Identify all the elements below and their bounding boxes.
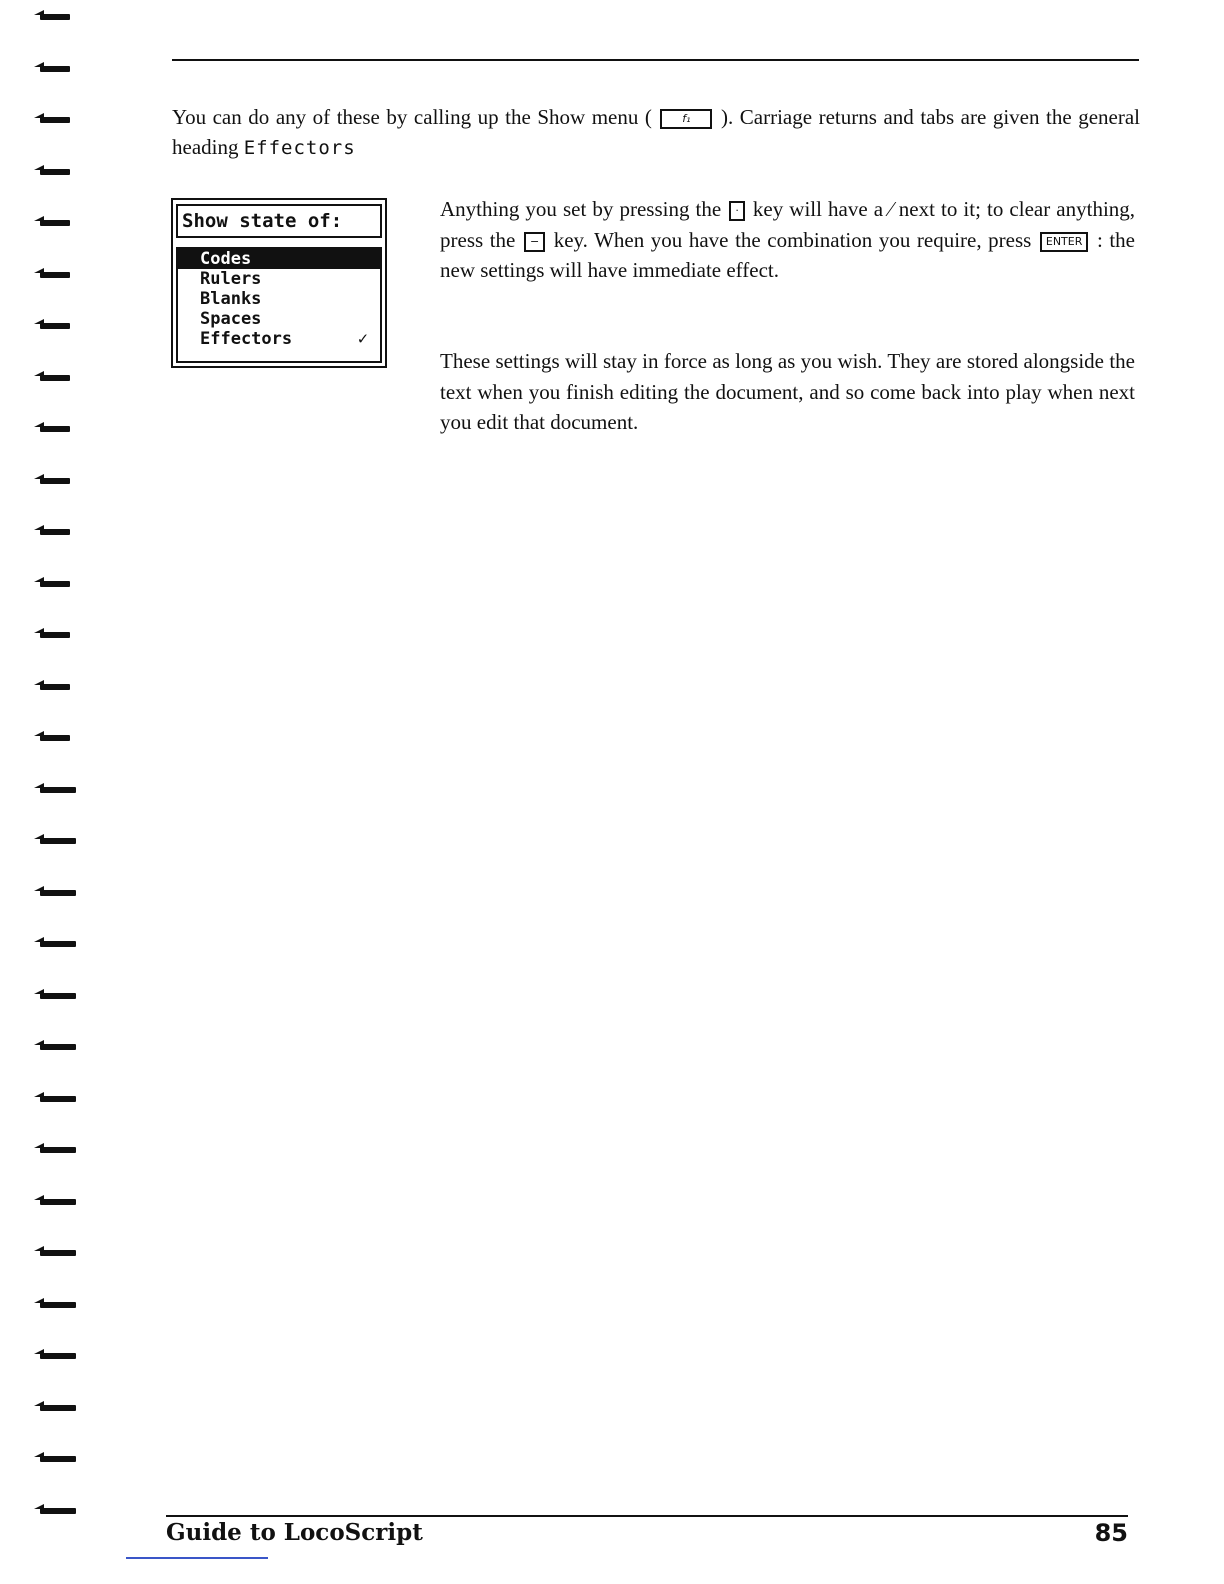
para1-text-3: key. When you have the combination you require, press xyxy=(553,227,1032,252)
binding-mark xyxy=(40,684,70,690)
menu-item-label: Codes xyxy=(200,249,252,269)
page-number: 85 xyxy=(1094,1519,1128,1547)
binding-mark xyxy=(40,632,70,638)
menu-item-label: Blanks xyxy=(200,289,262,309)
margin-underline xyxy=(126,1557,268,1559)
binding-mark xyxy=(40,1147,76,1153)
binding-mark xyxy=(40,1302,76,1308)
binding-margin xyxy=(30,0,90,1584)
binding-mark xyxy=(40,993,76,999)
menu-item-rulers[interactable] xyxy=(178,269,380,289)
instructions-paragraph xyxy=(440,194,1135,286)
binding-mark xyxy=(40,1353,76,1359)
menu-item-spaces[interactable] xyxy=(178,309,380,329)
menu-item-label: Effectors xyxy=(200,329,293,349)
intro-text-1: You can do any of these by calling up the Show menu ( xyxy=(172,105,652,129)
binding-mark xyxy=(40,838,76,844)
intro-text-2: ). Carriage returns and tabs are given the general heading xyxy=(172,105,1141,159)
binding-mark xyxy=(40,14,70,20)
menu-item-label: Rulers xyxy=(200,269,262,289)
binding-mark xyxy=(40,272,70,278)
binding-mark xyxy=(40,375,70,381)
binding-mark xyxy=(40,1044,76,1050)
binding-mark xyxy=(40,169,70,175)
binding-mark xyxy=(40,1199,76,1205)
binding-mark xyxy=(40,1508,76,1514)
binding-mark xyxy=(40,323,70,329)
f1-key-icon: f₁ xyxy=(660,109,712,129)
binding-mark xyxy=(40,220,70,226)
binding-mark xyxy=(40,529,70,535)
intro-paragraph xyxy=(172,102,1140,163)
plus-key-icon: · xyxy=(729,201,745,221)
checkmark-icon: ✓ xyxy=(357,329,368,349)
binding-mark xyxy=(40,1096,76,1102)
minus-key-icon: − xyxy=(524,232,545,252)
binding-mark xyxy=(40,66,70,72)
para1-text-1: Anything you set by pressing the xyxy=(440,197,722,221)
para1-text-4: : the new settings will have immediate effect. xyxy=(440,227,1135,282)
binding-mark xyxy=(40,117,70,123)
binding-mark xyxy=(40,890,76,896)
bottom-rule xyxy=(166,1515,1128,1517)
top-rule xyxy=(172,59,1139,61)
binding-mark xyxy=(40,1250,76,1256)
menu-item-label: Spaces xyxy=(200,309,262,329)
binding-mark xyxy=(40,735,70,741)
settings-paragraph: These settings will stay in force as long as you wish. They are stored alongside the text when you finish editing the document, and so come back into play when next you edit that document. xyxy=(440,349,1135,434)
enter-key-icon: ENTER xyxy=(1040,232,1089,252)
binding-mark xyxy=(40,478,70,484)
menu-item-blanks[interactable] xyxy=(178,289,380,309)
binding-mark xyxy=(40,1456,76,1462)
binding-mark xyxy=(40,787,76,793)
para1-text-2: key will have a ⁄ next to it; to clear anything, press the xyxy=(440,197,1136,252)
binding-mark xyxy=(40,581,70,587)
effectors-code: Effectors xyxy=(243,137,356,159)
menu-list xyxy=(176,247,382,363)
menu-item-effectors[interactable] xyxy=(178,329,380,349)
show-menu xyxy=(171,198,387,368)
binding-mark xyxy=(40,941,76,947)
binding-mark xyxy=(40,1405,76,1411)
menu-item-codes[interactable] xyxy=(178,249,380,269)
menu-title: Show state of: xyxy=(176,204,382,238)
binding-mark xyxy=(40,426,70,432)
footer-title: Guide to LocoScript xyxy=(166,1519,423,1546)
